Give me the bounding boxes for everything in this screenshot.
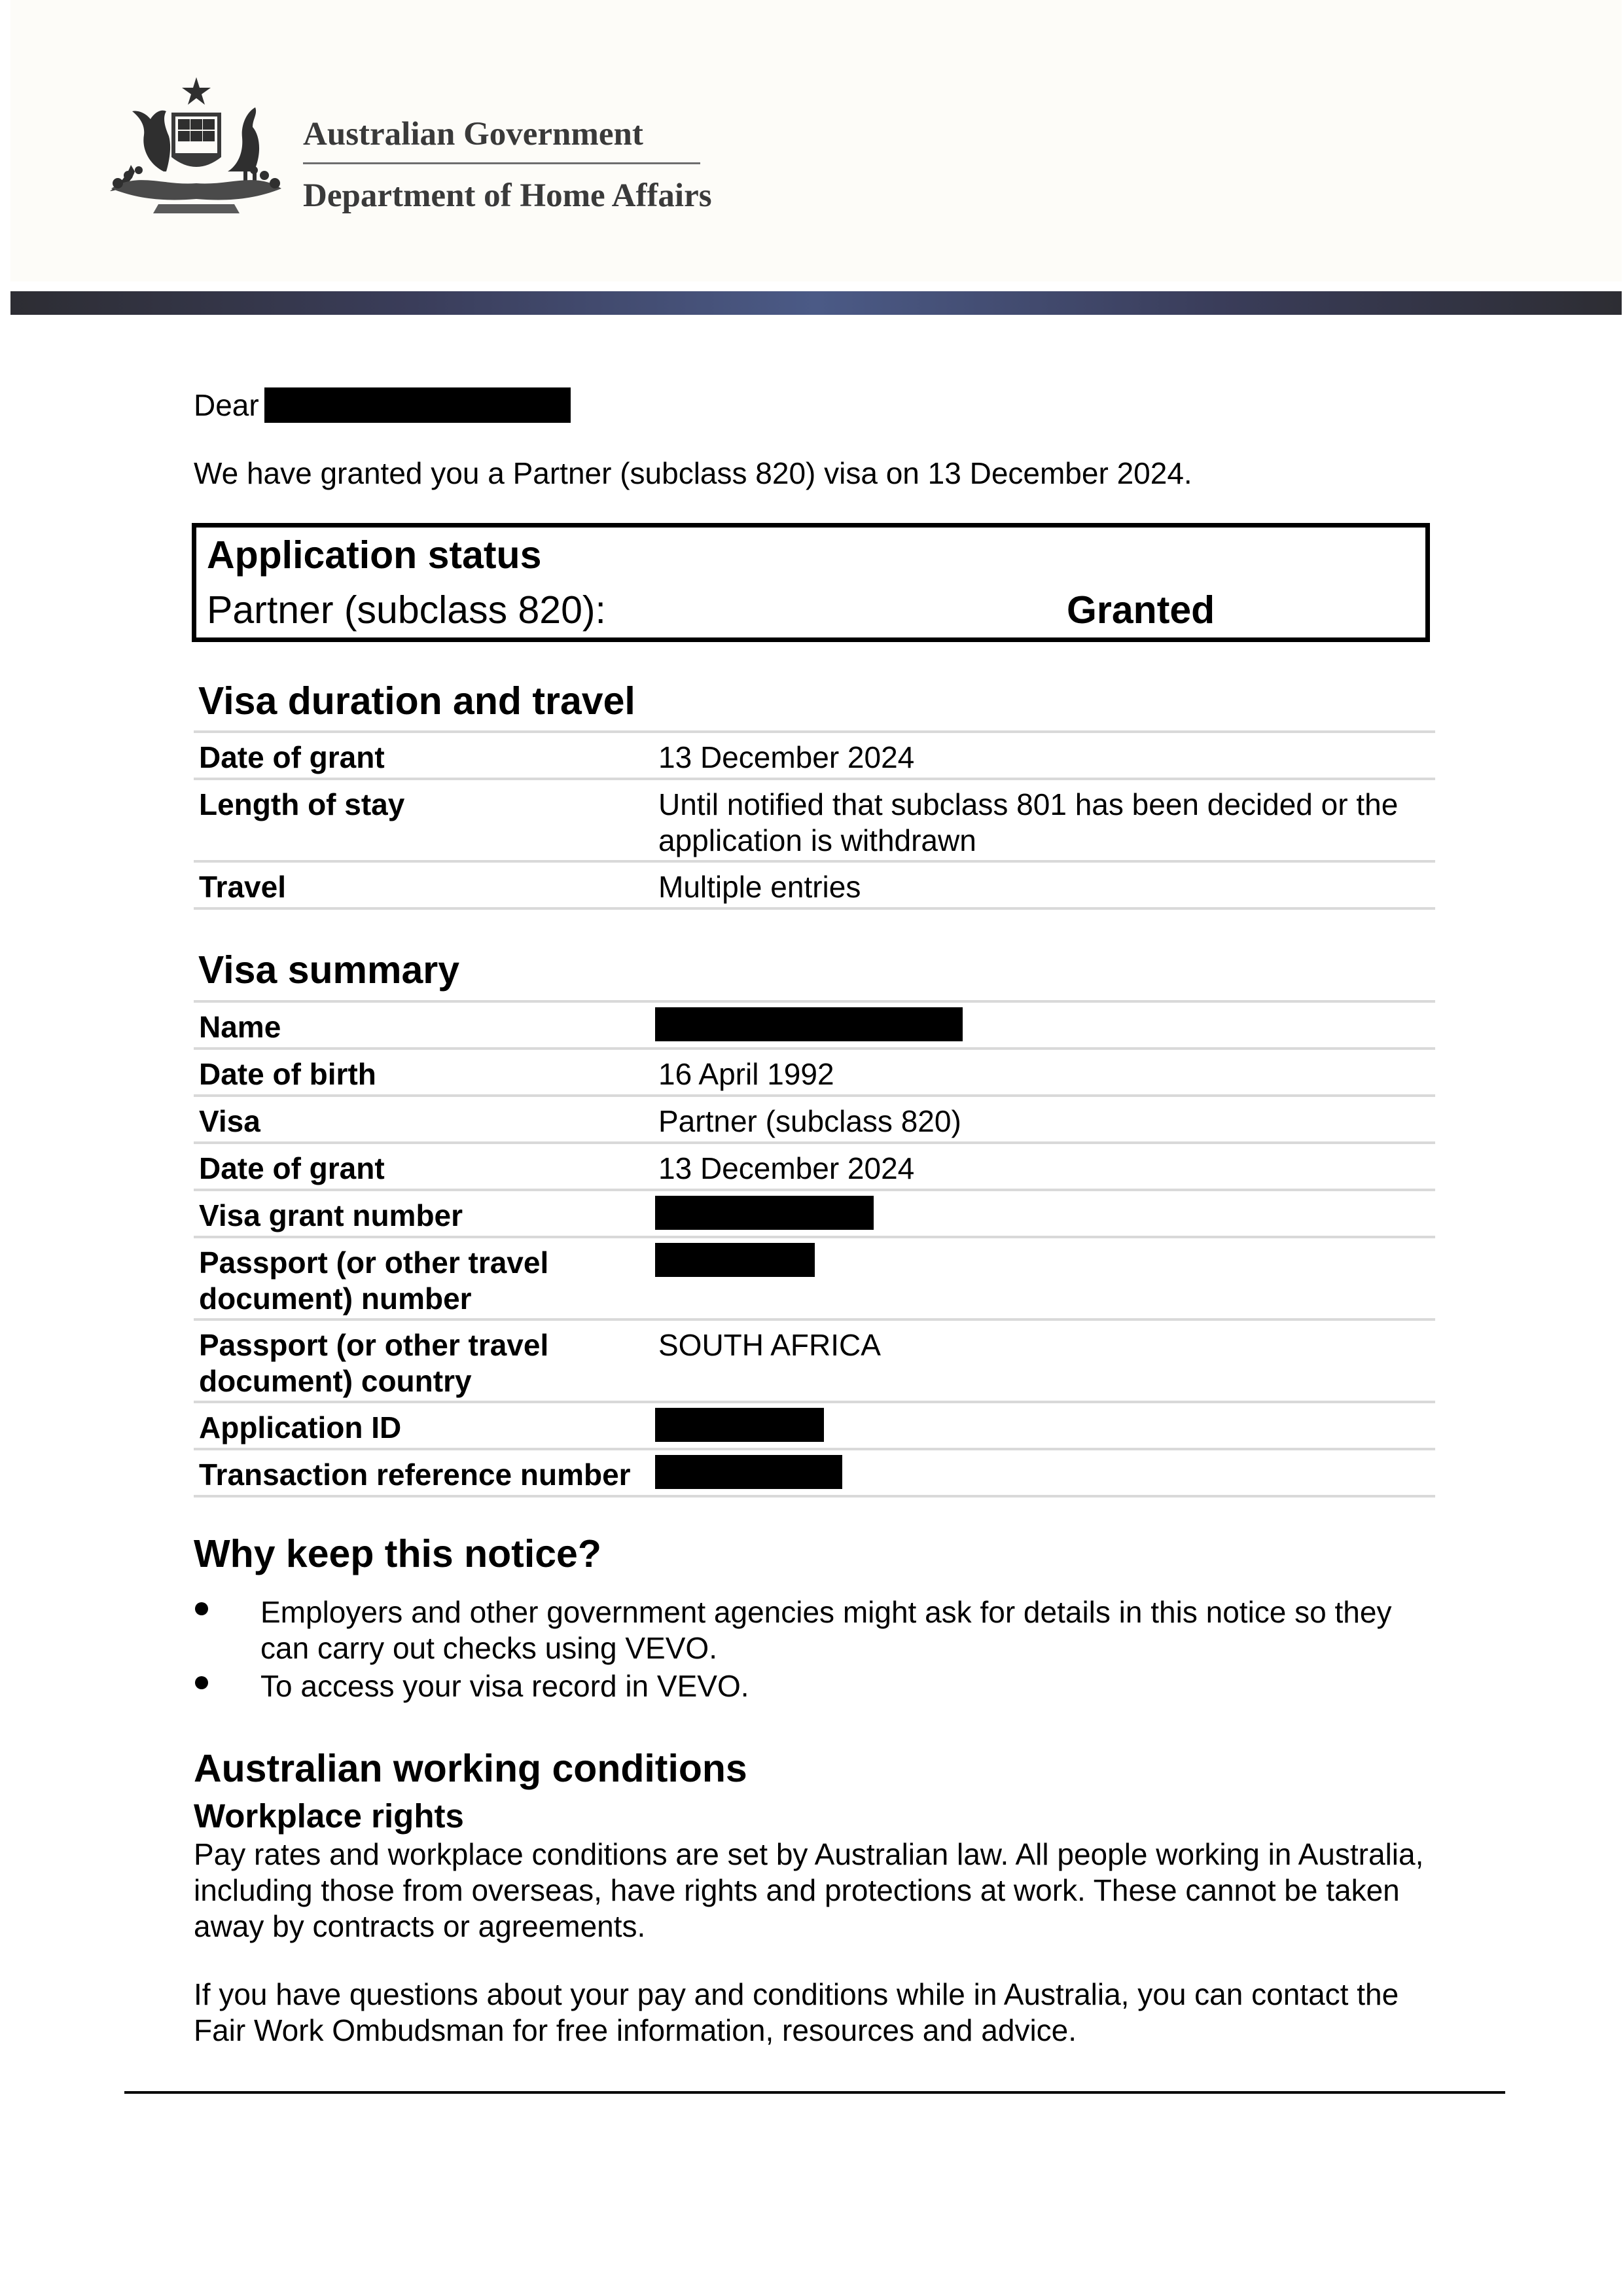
row-label: Date of birth: [199, 1057, 376, 1091]
bullet-line: Employers and other government agencies might ask for details in this notice so they: [260, 1595, 1392, 1629]
table-row: [194, 1050, 1435, 1097]
paragraph-line: If you have questions about your pay and conditions while in Australia, you can contact the: [194, 1977, 1399, 2011]
working-conditions-title: Australian working conditions: [194, 1747, 747, 1790]
redacted-visa-grant-number: [655, 1196, 874, 1230]
government-title: Australian Government: [303, 116, 643, 152]
row-label: Application ID: [199, 1410, 402, 1444]
footer-divider: [124, 2091, 1505, 2094]
header-band: [10, 291, 1622, 315]
visa-summary-title: Visa summary: [198, 948, 460, 992]
table-row: [194, 1191, 1435, 1238]
bullet-icon: [195, 1602, 208, 1615]
header-divider: [303, 162, 700, 164]
redacted-transaction-reference: [655, 1455, 842, 1489]
table-row: [194, 1403, 1435, 1450]
paragraph-line: Pay rates and workplace conditions are set by Australian law. All people working in Australia,: [194, 1837, 1424, 1871]
application-status-heading: Application status: [207, 533, 542, 577]
grant-intro: We have granted you a Partner (subclass 820) visa on 13 December 2024.: [194, 456, 1192, 490]
application-status-box: [192, 523, 1430, 642]
department-title: Department of Home Affairs: [303, 177, 712, 214]
label-line: document) number: [199, 1282, 472, 1316]
row-label: Name: [199, 1010, 281, 1044]
redacted-name: [655, 1007, 963, 1041]
label-line: Passport (or other travel: [199, 1328, 549, 1362]
paragraph-line: including those from overseas, have rights and protections at work. These cannot be taken: [194, 1873, 1400, 1907]
row-label: Transaction reference number: [199, 1458, 631, 1492]
table-row: [194, 1144, 1435, 1191]
table-row: [194, 780, 1435, 863]
table-row: [194, 863, 1435, 910]
redacted-application-id: [655, 1408, 824, 1442]
row-label: Length of stay: [199, 787, 405, 821]
row-label: Travel: [199, 870, 286, 904]
salutation: Dear: [194, 388, 259, 422]
row-value: 16 April 1992: [658, 1057, 834, 1091]
label-line: document) country: [199, 1364, 472, 1398]
value-line: Until notified that subclass 801 has been decided or the: [658, 787, 1399, 821]
paragraph-line: Fair Work Ombudsman for free information, resources and advice.: [194, 2013, 1077, 2047]
row-label: [199, 1245, 548, 1317]
row-value: 13 December 2024: [658, 1151, 915, 1185]
row-label: [199, 1327, 548, 1399]
redacted-recipient-name: [264, 387, 571, 423]
row-label: Visa grant number: [199, 1198, 463, 1232]
commonwealth-coat-of-arms-icon: [98, 73, 294, 221]
redacted-passport-number: [655, 1243, 815, 1277]
paragraph-line: away by contracts or agreements.: [194, 1909, 646, 1943]
application-status-value: Granted: [1067, 588, 1215, 632]
label-line: Passport (or other travel: [199, 1246, 549, 1280]
fair-work-paragraph: [194, 1977, 1399, 2049]
table-row: [194, 1097, 1435, 1144]
bullet-icon: [195, 1676, 208, 1689]
bullet-text: [260, 1594, 1391, 1666]
table-row: [194, 1450, 1435, 1498]
row-value: SOUTH AFRICA: [658, 1328, 881, 1362]
row-value: Partner (subclass 820): [658, 1104, 961, 1138]
bullet-text: To access your visa record in VEVO.: [260, 1669, 749, 1703]
row-label: Date of grant: [199, 740, 385, 774]
table-row: [194, 733, 1435, 780]
row-label: Visa: [199, 1104, 260, 1138]
why-keep-title: Why keep this notice?: [194, 1532, 601, 1575]
application-status-label: Partner (subclass 820):: [207, 588, 606, 632]
visa-summary-table: [194, 1000, 1435, 1500]
row-value: Multiple entries: [658, 870, 861, 904]
workplace-rights-paragraph: [194, 1837, 1423, 1945]
visa-duration-title: Visa duration and travel: [198, 679, 635, 723]
table-row: [194, 1003, 1435, 1050]
row-value: [658, 787, 1398, 859]
bullet-line: can carry out checks using VEVO.: [260, 1631, 717, 1665]
table-row: [194, 1321, 1435, 1403]
row-label: Date of grant: [199, 1151, 385, 1185]
workplace-rights-subtitle: Workplace rights: [194, 1797, 464, 1835]
value-line: application is withdrawn: [658, 823, 976, 857]
visa-duration-table: [194, 730, 1435, 914]
table-row: [194, 1238, 1435, 1321]
row-value: 13 December 2024: [658, 740, 915, 774]
